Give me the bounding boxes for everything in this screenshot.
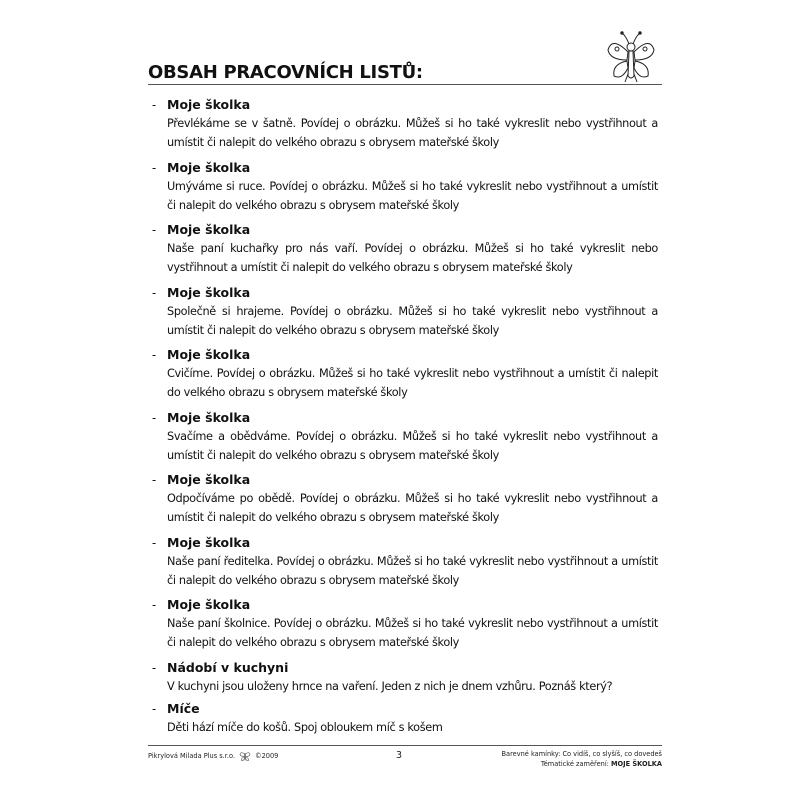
title-divider — [148, 84, 662, 85]
list-dash: - — [152, 160, 157, 175]
entry-description: Umýváme si ruce. Povídej o obrázku. Můžeš si ho také vykreslit nebo vystřihnout a umístit či nalepit do velkého obrazu s obrysem mateřské školy — [167, 179, 658, 212]
list-dash: - — [152, 660, 157, 675]
butterfly-icon — [239, 750, 251, 762]
entry-title: Moje školka — [167, 284, 251, 300]
entry-description: Převlékáme se v šatně. Povídej o obrázku. Můžeš si ho také vykreslit nebo vystřihnout a umístit či nalepit do velkého obrazu s obrysem mateřské školy — [167, 117, 658, 149]
page-title: OBSAH PRACOVNÍCH LISTŮ: — [148, 62, 423, 83]
theme-label: Tématické zaměření: — [540, 759, 609, 768]
entry-description: Svačíme a obědváme. Povídej o obrázku. Můžeš si ho také vykreslit nebo vystřihnout a umístit či nalepit do velkého obrazu s obrysem mateřské školy — [167, 429, 658, 462]
list-dash: - — [152, 410, 157, 425]
entry-description: Odpočíváme po obědě. Povídej o obrázku. Můžeš si ho také vykreslit nebo vystřihnout a umístit či nalepit do velkého obrazu s obrysem mateřské školy — [167, 492, 658, 524]
list-item — [148, 700, 658, 741]
list-item — [148, 221, 658, 284]
entry-description: Naše paní školnice. Povídej o obrázku. Můžeš si ho také vykreslit nebo vystřihnout a umístit či nalepit do velkého obrazu s obrysem mateřské školy — [167, 617, 658, 649]
footer-publisher — [148, 750, 278, 762]
theme-value: MOJE ŠKOLKA — [610, 759, 662, 768]
entry-title: Míče — [167, 700, 200, 716]
list-item — [148, 159, 658, 222]
entry-title: Moje školka — [167, 347, 251, 362]
list-dash: - — [152, 701, 157, 716]
list-item — [148, 534, 658, 597]
list-dash: - — [152, 598, 157, 612]
publisher-name: Pikrylová Milada Plus s.r.o. — [148, 752, 235, 760]
entry-title: Moje školka — [167, 409, 251, 425]
page-header — [148, 62, 662, 83]
page-footer — [148, 750, 662, 774]
entry-description: Cvičíme. Povídej o obrázku. Můžeš si ho také vykreslit nebo vystřihnout a umístit či nalepit do velkého obrazu s obrysem mateřské školy — [167, 367, 658, 399]
list-item — [148, 596, 658, 659]
list-dash: - — [152, 348, 157, 362]
list-dash: - — [152, 473, 157, 487]
list-item — [148, 409, 658, 472]
list-item — [148, 346, 658, 409]
entry-title: Moje školka — [167, 159, 251, 175]
entry-title: Moje školka — [167, 472, 251, 487]
list-item — [148, 284, 658, 347]
footer-divider — [148, 745, 662, 746]
entry-description: V kuchyni jsou uloženy hrnce na vaření. Jeden z nich je dnem vzhůru. Poznáš který? — [167, 679, 613, 693]
entry-title: Moje školka — [167, 534, 251, 550]
list-item — [148, 659, 658, 700]
entry-title: Moje školka — [167, 222, 251, 237]
list-item — [148, 96, 658, 159]
list-dash: - — [152, 98, 157, 112]
entry-title: Nádobí v kuchyni — [167, 659, 289, 675]
page-number: 3 — [396, 750, 403, 761]
copyright: ©2009 — [254, 752, 279, 760]
entry-description: Děti hází míče do košů. Spoj obloukem míč s košem — [167, 720, 443, 734]
footer-series — [502, 750, 662, 769]
list-dash: - — [152, 535, 157, 550]
entry-title: Moje školka — [167, 597, 251, 612]
worksheet-list — [148, 96, 658, 741]
list-dash: - — [152, 285, 157, 300]
entry-description: Společně si hrajeme. Povídej o obrázku. Můžeš si ho také vykreslit nebo vystřihnout a umístit či nalepit do velkého obrazu s obrysem mateřské školy — [167, 304, 658, 337]
entry-description: Naše paní kuchařky pro nás vaří. Povídej o obrázku. Můžeš si ho také vykreslit nebo vystřihnout a umístit či nalepit do velkého obrazu s obrysem mateřské školy — [167, 242, 658, 274]
entry-title: Moje školka — [167, 97, 251, 112]
series-title: Barevné kamínky: Co vidíš, co slyšíš, co dovedeš — [501, 750, 662, 758]
list-item — [148, 471, 658, 534]
list-dash: - — [152, 223, 157, 237]
butterfly-icon — [604, 30, 658, 84]
entry-description: Naše paní ředitelka. Povídej o obrázku. Můžeš si ho také vykreslit nebo vystřihnout a umístit či nalepit do velkého obrazu s obrysem mateřské školy — [167, 554, 658, 587]
theme-line — [502, 760, 662, 770]
